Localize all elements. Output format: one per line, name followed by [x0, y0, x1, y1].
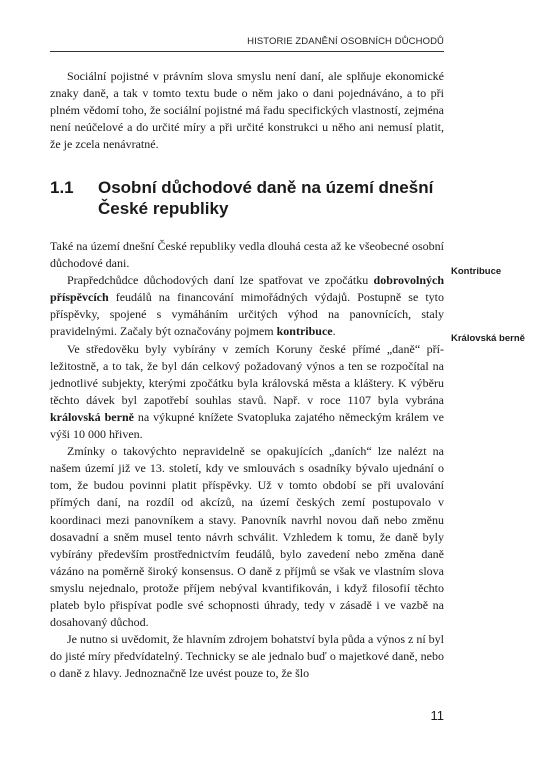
- section-paragraph-4: Zmínky o takovýchto nepravidelně se opakujících „daních“ lze nalézt na našem území již ve 13. století, kdy ve smlouvách s osadníky bývalo ujednání o tom, že budou povinni platit příspěvky. Už v tomto období se při uvalování přímých daní, na rozdíl od akcízů, na území českých zemí postupovalo v koordinaci mezi panovníkem a stavy. Panovník navrhl novou daň nebo změnu dosavadní a sněm musel tento návrh schválit. Vzhledem k tomu, že daně byly vybírány především prostřednictvím feudálů, bylo zavedení nebo změna daně vázáno na poměrně široký konsensus. O daně z příjmů se však ve vlastním slova smyslu nejednalo, protože příjem nebýval kvantifikován, i když filosofií těchto plateb bylo přispívat podle své schopnosti úhrady, tedy v zásadě i ve vazbě na dosahovaný důchod.: [50, 444, 444, 630]
- p2-text-c: feudálů na financování mimořádných výdajů. Postupně se tyto příspěvky, spojené s vymáháním určitých výhod na panovnících, staly pravidelnými. Začaly být označovány pojmem: [50, 290, 444, 339]
- p2-text-e: .: [332, 324, 336, 339]
- intro-paragraph: Sociální pojistné v právním slova smyslu není daní, ale splňuje ekonomické znaky daně, a tak v tomto textu bude o něm jako o dani pojednáváno, a to při plném vědomí toho, že sociální pojistné má řadu specifických vlastností, zejména není neúčelové a do určité míry a při určité konstrukci u něho ani nemusí platit, že je zcela nenávratné.: [50, 69, 444, 152]
- section-paragraph-5: Je nutno si uvědomit, že hlavním zdrojem bohatství byla půda a výnos z ní byl do jisté míry předvídatelný. Technicky se ale jednalo buď o majetkové daně, nebo o daně z hlavy. Jednoznačně lze uvést pouze to, že šlo: [50, 632, 444, 681]
- section-body: [50, 238, 444, 682]
- p2-bold-contribution: kontribuce: [276, 324, 333, 339]
- section-heading: [50, 177, 444, 219]
- page-number: 11: [430, 708, 444, 723]
- section-paragraph-3: [50, 341, 444, 444]
- running-header: HISTORIE ZDANĚNÍ OSOBNÍCH DŮCHODŮ: [50, 36, 444, 52]
- margin-note-kralovska-berne: Královská berně: [451, 333, 525, 344]
- p2-text-a: Prapředchůdce důchodových daní lze spatřovat ve zpočátku: [67, 273, 374, 288]
- p2-bold-voluntary-contributions: dobrovolných příspěvcích: [50, 273, 444, 305]
- p3-text-c: na výkupné knížete Svatopluka zajatého německým králem ve výši 10 000 hřiven.: [50, 409, 444, 442]
- intro-block: [50, 68, 444, 153]
- section-number: 1.1: [50, 178, 74, 197]
- section-paragraph-1: Také na území dnešní České republiky vedla dlouhá cesta až ke všeobecné osobní důchodové dani.: [50, 239, 444, 271]
- margin-note-kontribuce: Kontribuce: [451, 266, 502, 277]
- section-title: Osobní důchodové daně na území dnešní České republiky: [98, 178, 434, 218]
- p3-bold-royal-tax: královská berně: [50, 409, 134, 424]
- p3-text-a: Ve středověku byly vybírány v zemích Koruny české přímé „daně“ příležitostně, a to tak, že byl dán celkový požadovaný výnos a ten se rozpočítal na jednotlivé subjekty, kterými zpočátku byla královská města a kláštery. K výběru těchto dávek byl zapotřebí souhlas stavů. Např. v roce 1107 byla vybrána: [50, 341, 444, 407]
- section-paragraph-2: [50, 272, 444, 340]
